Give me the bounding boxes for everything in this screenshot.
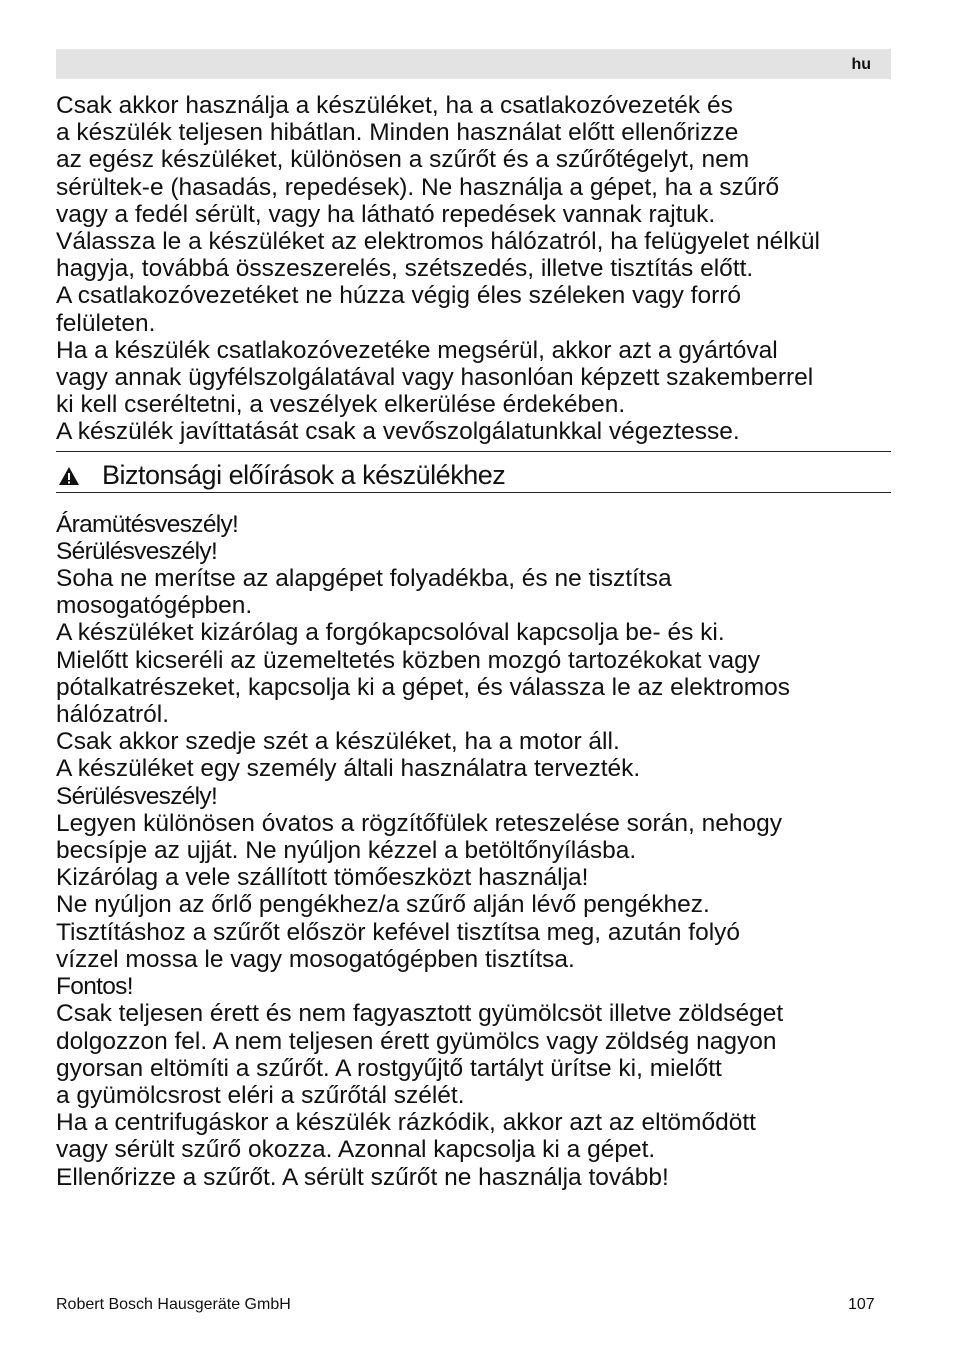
section-title: Biztonsági előírások a készülékhez: [102, 459, 506, 490]
language-header-bar: [56, 49, 891, 79]
page-content: [56, 92, 896, 1191]
safety-paragraph: Ne nyúljon az őrlő pengékhez/a szűrő alján lévő pengékhez.: [56, 891, 710, 919]
injury-warning-heading: Sérülésveszély!: [56, 782, 218, 810]
safety-paragraph: Csak akkor szedje szét a készüléket, ha a motor áll.: [56, 728, 620, 756]
safety-paragraph: A készüléket kizárólag a forgókapcsolóval kapcsolja be- és ki.: [56, 619, 725, 647]
safety-paragraph: Legyen különösen óvatos a rögzítőfülek reteszelése során, nehogy becsípje az ujját. Ne nyúljon kézzel a betöltőnyílásba.: [56, 809, 782, 865]
intro-paragraph: Csak akkor használja a készüléket, ha a csatlakozóvezeték és a készülék teljesen hibátlan. Minden használat előtt ellenőrizze az egész készüléket, különösen a szűrőt és a szűrőtégelyt, nem sérültek-e (hasadás, repedések). Ne használja a gépet, ha a szűrő vagy a fedél sérült, vagy ha látható repedések vannak rajtuk.: [56, 92, 780, 228]
safety-paragraph: Kizárólag a vele szállított tömőeszközt használja!: [56, 864, 589, 892]
safety-paragraph: Mielőtt kicseréli az üzemeltetés közben mozgó tartozékokat vagy pótalkatrészeket, kapcsolja ki a gépet, és válassza le az elektromos hálózatról.: [56, 646, 791, 729]
safety-section-heading: [56, 451, 891, 493]
intro-paragraph: Ha a készülék csatlakozóvezetéke megsérül, akkor azt a gyártóval vagy annak ügyfélszolgálatával vagy hasonlóan képzett szakemberrel ki kell cseréltetni, a veszélyek elkerülése érdekében.: [56, 336, 814, 419]
language-code: hu: [851, 56, 871, 73]
important-notice-heading: Fontos!: [56, 973, 133, 1001]
safety-paragraph: A készüléket egy személy általi használatra tervezték.: [56, 755, 641, 783]
warning-triangle-icon: [58, 466, 80, 486]
electric-shock-warning-heading: Áramütésveszély!: [56, 510, 239, 538]
safety-paragraph: Csak teljesen érett és nem fagyasztott gyümölcsöt illetve zöldséget dolgozzon fel. A nem teljesen érett gyümölcs vagy zöldség nagyon gyorsan eltömíti a szűrőt. A rostgyűjtő tartályt ürítse ki, mielőtt a gyümölcsrost eléri a szűrőtál szélét.: [56, 1000, 784, 1109]
safety-paragraph: Soha ne merítse az alapgépet folyadékba, és ne tisztítsa mosogatógépben.: [56, 565, 672, 620]
intro-paragraph: Válassza le a készüléket az elektromos hálózatról, ha felügyelet nélkül hagyja, továbbá összeszerelés, szétszedés, illetve tisztítás előtt.: [56, 228, 820, 283]
intro-paragraph: A készülék javíttatását csak a vevőszolgálatunkkal végeztesse.: [56, 418, 740, 446]
safety-paragraph: Ha a centrifugáskor a készülék rázkódik, akkor azt az eltömődött vagy sérült szűrő okozza. Azonnal kapcsolja ki a gépet. Ellenőrizze a szűrőt. A sérült szűrőt ne használja tovább!: [56, 1109, 756, 1191]
injury-warning-heading: Sérülésveszély!: [56, 537, 218, 565]
footer-company: Robert Bosch Hausgeräte GmbH: [56, 1296, 291, 1313]
page-number: 107: [848, 1296, 875, 1313]
intro-paragraph: A csatlakozóvezetéket ne húzza végig éles széleken vagy forró felületen.: [56, 282, 742, 337]
safety-paragraph: Tisztításhoz a szűrőt először kefével tisztítsa meg, azután folyó vízzel mossa le vagy mosogatógépben tisztítsa.: [56, 918, 741, 973]
